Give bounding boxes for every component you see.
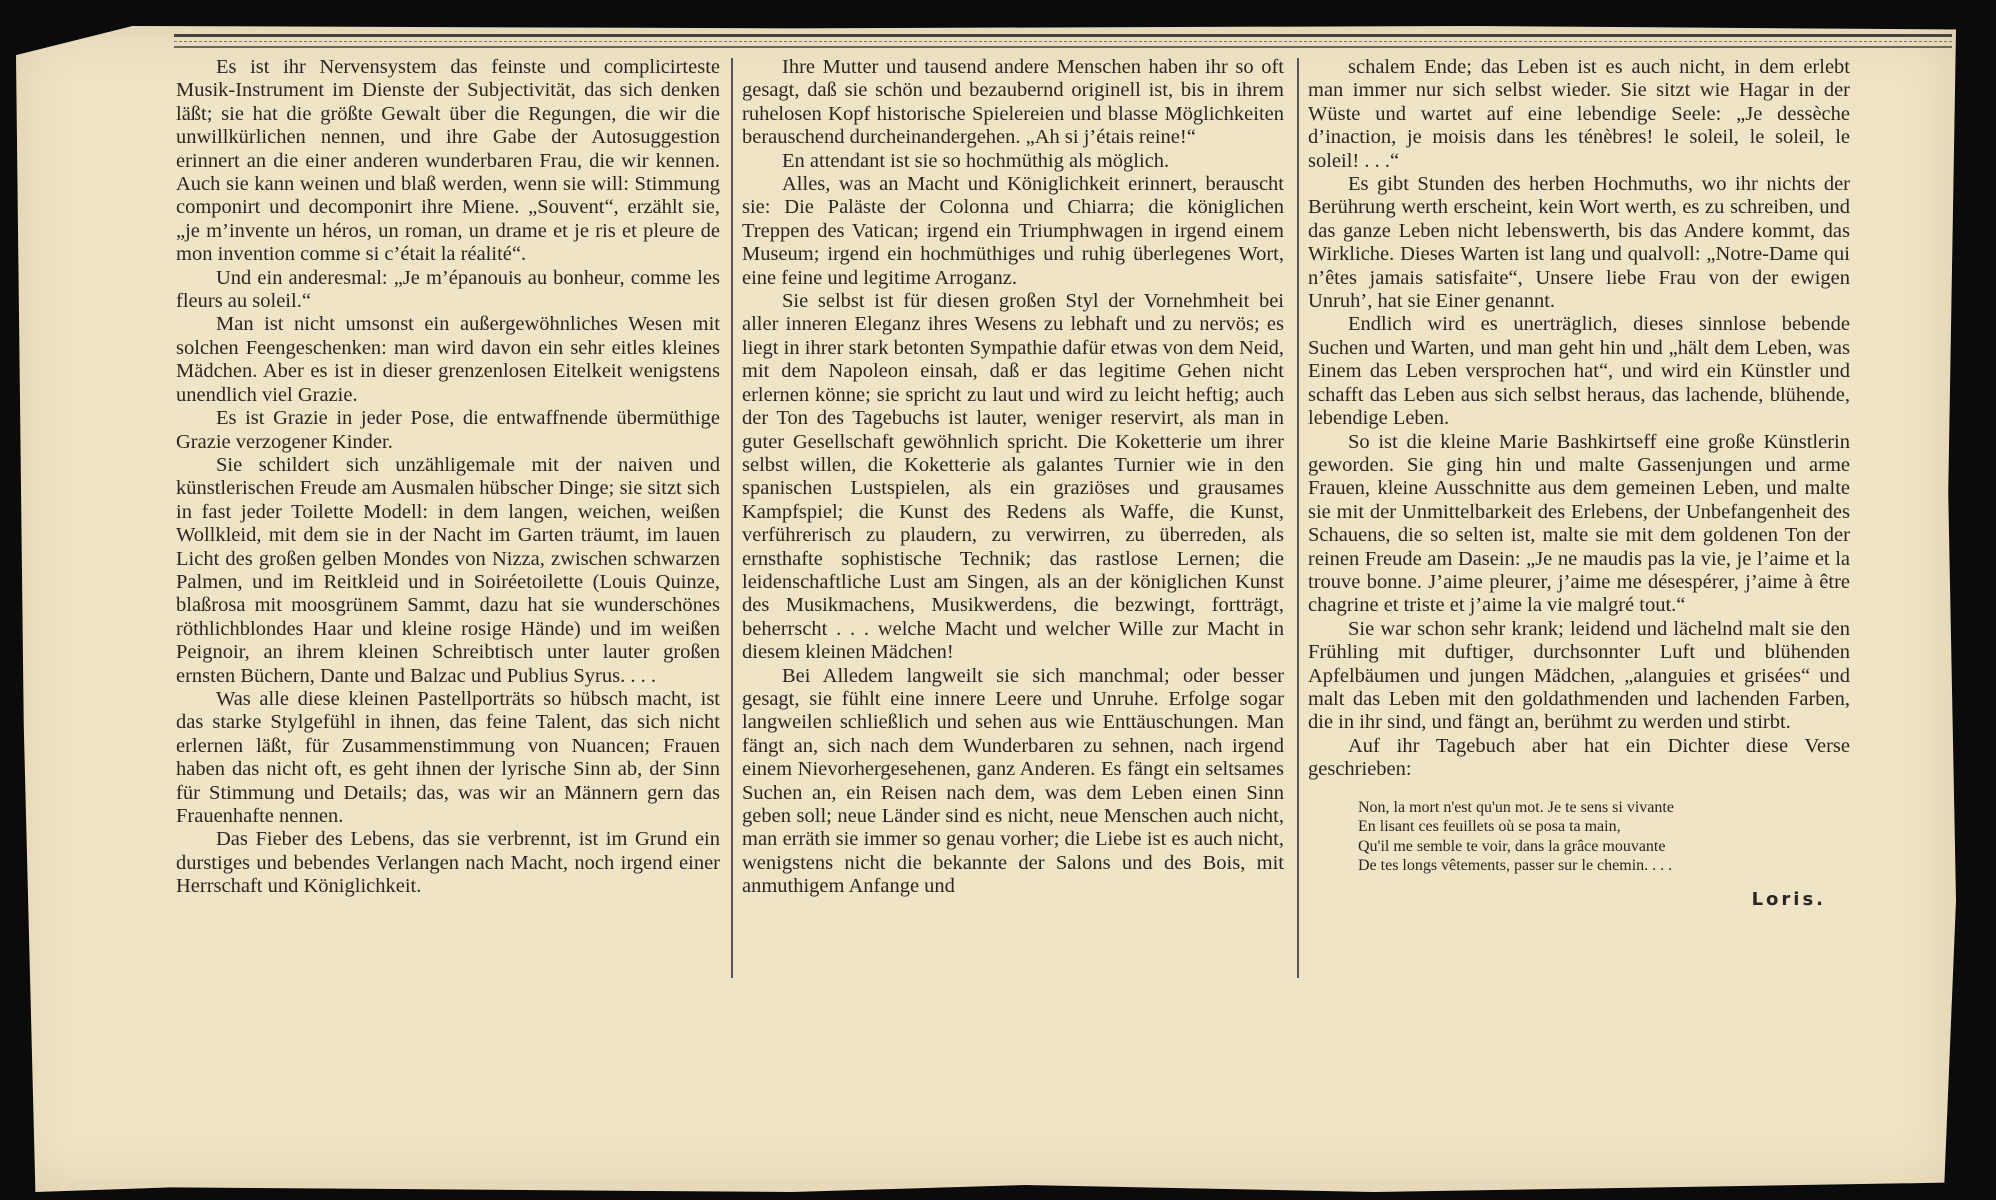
paragraph: Und ein anderesmal: „Je m’épanouis au bonheur, comme les fleurs au soleil.“ xyxy=(176,266,720,313)
paragraph: Bei Alledem langweilt sie sich manchmal; oder besser gesagt, sie fühlt eine innere Leere und Unruhe. Erfolge sogar langweilen schließlich und sehen aus wie Enttäuschungen. Man fängt an, sich nach dem Wunderbaren zu sehnen, nach irgend einem Nievorhergesehenen, ganz Anderen. Es fängt ein seltsames Suchen an, ein Reisen nach dem, was dem Leben einen Sinn geben soll; neue Länder sind es nicht, neue Menschen auch nicht, man erräth sie immer so genau vorher; die Liebe ist es auch nicht, wenigstens nicht die bekannte der Salons und des Bois, mit anmuthigem Anfange und xyxy=(742,664,1284,898)
poem-line: De tes longs vêtements, passer sur le chemin. . . . xyxy=(1358,857,1673,875)
paragraph: Sie selbst ist für diesen großen Styl der Vornehmheit bei aller inneren Eleganz ihres Wesens zu lebhaft und zu nervös; es liegt in ihrer stark betonten Sympathie dafür etwas von dem Neid, mit dem Napoleon einsah, daß er das legitime Gehen nicht erlernen könne; sie spricht zu laut und wird zu leicht heftig; auch der Ton des Tagebuchs ist lauter, weniger reservirt, als man in guter Gesellschaft gewöhnlich spricht. Die Koketterie um ihrer selbst willen, die Koketterie als galantes Turnier wie in den spanischen Lustspielen, als ein graziöses und grausames Kampfspiel; die Kunst des Redens als Waffe, die Kunst, verführerisch zu plaudern, zu verwirren, zu überreden, als ernsthafte sophistische Technik; das rastlose Lernen; die leidenschaftliche Lust am Singen, als an der königlichen Kunst des Musikmachens, Musikwerdens, die bezwingt, fortträgt, beherrscht . . . welche Macht und welcher Wille zur Macht in diesem kleinen Mädchen! xyxy=(742,290,1284,664)
paragraph: schalem Ende; das Leben ist es auch nicht, in dem erlebt man immer nur sich selbst wieder. Sie sitzt wie Hagar in der Wüste und wartet auf eine lebendige Seele: „Je dessèche d’inaction, je moisis dans les ténèbres! le soleil, le soleil, le soleil! . . .“ xyxy=(1308,56,1850,172)
poem xyxy=(1358,798,1850,876)
paragraph: Es ist ihr Nervensystem das feinste und complicirteste Musik-Instrument im Dienste der Subjectivität, das sich denken läßt; sie hat die größte Gewalt über die Regungen, die wir die unwillkürlichen nennen, und ihre Gabe der Autosuggestion erinnert an die einer anderen wunderbaren Frau, die wir kennen. Auch sie kann weinen und blaß werden, wenn sie will: Stimmung componirt und decomponirt ihre Miene. „Souvent“, erzählt sie, „je m’invente un héros, un roman, un drame et je ris et pleure de mon invention comme si c’était la réalité“. xyxy=(176,56,720,266)
paragraph: Was alle diese kleinen Pastellporträts so hübsch macht, ist das starke Stylgefühl in ihnen, das feine Talent, das sich nicht erlernen läßt, für Zusammenstimmung von Nuancen; Frauen haben das nicht oft, es geht ihnen der lyrische Sinn ab, der Sinn für Stimmung und Details; das, was wir an Männern gern das Frauenhafte nennen. xyxy=(176,687,720,827)
paragraph: Sie schildert sich unzähligemale mit der naiven und künstlerischen Freude am Ausmalen hübscher Dinge; sie sitzt sich in fast jeder Toilette Modell: in dem langen, weichen, weißen Wollkleid, mit dem sie in der Nacht im Garten träumt, im lauen Licht des großen gelben Mondes von Nizza, zwischen schwarzen Palmen, und im Reitkleid und in Soiréetoilette (Louis Quinze, blaßrosa mit moosgrünem Sammt, dazu hat sie wunderschönes röthlichblondes Haar und kleine rosige Hände) und im weißen Peignoir, an ihrem kleinen Schreibtisch unter lauter großen ernsten Büchern, Dante und Balzac und Publius Syrus. . . . xyxy=(176,453,720,687)
poem-line: Qu'il me semble te voir, dans la grâce mouvante xyxy=(1358,837,1666,855)
paragraph: Alles, was an Macht und Königlichkeit erinnert, berauscht sie: Die Paläste der Colonna und Chiarra; die königlichen Treppen des Vatican; irgend ein Triumphwagen in irgend einem Museum; irgend ein hochmüthiges und ruhig überlegenes Wort, eine feine und legitime Arroganz. xyxy=(742,173,1284,289)
paragraph: Man ist nicht umsonst ein außergewöhnliches Wesen mit solchen Feengeschenken: man wird davon ein sehr eitles kleines Mädchen. Aber es ist in dieser grenzenlosen Eitelkeit wenigstens unendlich viel Grazie. xyxy=(176,313,720,406)
paragraph: En attendant ist sie so hochmüthig als möglich. xyxy=(782,149,1170,172)
paragraph: Auf ihr Tagebuch aber hat ein Dichter diese Verse geschrieben: xyxy=(1308,734,1850,781)
column-divider xyxy=(731,58,733,978)
paragraph: So ist die kleine Marie Bashkirtseff eine große Künstlerin geworden. Sie ging hin und malte Gassenjungen und arme Frauen, kleine Ausschnitte aus dem gemeinen Leben, und malte sie mit der Unmittelbarkeit des Erlebens, der Unbefangenheit des Schauens, die so selten ist, malte sie mit dem goldenen Ton der reinen Freude am Dasein: „Je ne maudis pas la vie, je l’aime et la trouve bonne. J’aime pleurer, j’aime me désespérer, j’aime à être chagrine et triste et j’aime la vie malgré tout.“ xyxy=(1308,430,1850,617)
author-signature: Loris. xyxy=(1751,888,1826,910)
paragraph: Ihre Mutter und tausend andere Menschen haben ihr so oft gesagt, daß sie schön und bezaubernd originell ist, bis in ihrem ruhelosen Kopf historische Spielereien und blasse Möglichkeiten berauschend durcheinandergehen. „Ah si j’étais reine!“ xyxy=(742,56,1284,149)
paragraph: Es gibt Stunden des herben Hochmuths, wo ihr nichts der Berührung werth erscheint, kein Wort werth, es zu schreiben, und das ganze Leben nicht lebenswerth, bis das Andere kommt, das Wirkliche. Dieses Warten ist lang und qualvoll: „Notre-Dame qui n’êtes jamais satisfaite“, Unsere liebe Frau von der ewigen Unruh’, hat sie Einer genannt. xyxy=(1308,173,1850,313)
paragraph: Sie war schon sehr krank; leidend und lächelnd malt sie den Frühling mit duftiger, durchsonnter Luft und blühenden Apfelbäumen und jungen Mädchen, „alanguies et grisées“ und malt das Leben mit den goldathmenden und lachenden Farben, die in ihr sind, und fängt an, berühmt zu werden und stirbt. xyxy=(1308,617,1850,734)
header-rule xyxy=(174,34,1952,48)
text-column-3 xyxy=(1308,56,1850,986)
poem-line: En lisant ces feuillets où se posa ta main, xyxy=(1358,818,1621,836)
text-column-1 xyxy=(176,56,720,986)
paragraph: Das Fieber des Lebens, das sie verbrennt, ist im Grund ein durstiges und bebendes Verlangen nach Macht, noch irgend einer Herrschaft und Königlichkeit. xyxy=(176,828,720,898)
text-column-2 xyxy=(742,56,1284,986)
paragraph: Endlich wird es unerträglich, dieses sinnlose bebende Suchen und Warten, und man geht hin und „hält dem Leben, was Einem das Leben versprochen hat“, und wird ein Künstler und schafft das Leben aus sich selbst heraus, das lachende, blühende, lebendige Leben. xyxy=(1308,313,1850,430)
paragraph: Es ist Grazie in jeder Pose, die entwaffnende übermüthige Grazie verzogener Kinder. xyxy=(176,407,720,453)
column-divider xyxy=(1297,58,1299,978)
poem-line: Non, la mort n'est qu'un mot. Je te sens si vivante xyxy=(1358,798,1674,816)
